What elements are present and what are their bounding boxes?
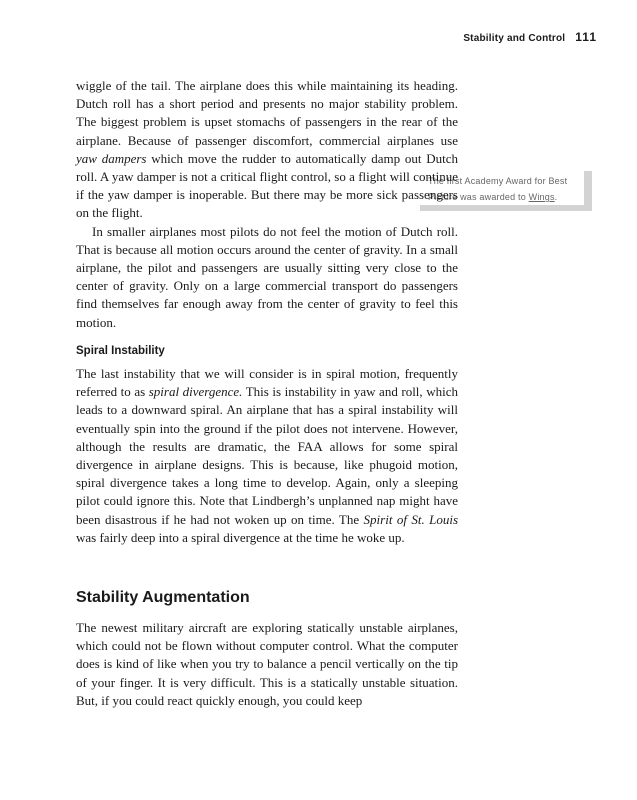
section-heading-spiral-instability: Spiral Instability [76,345,165,357]
body-text-augmentation [76,619,458,710]
running-header [463,30,597,44]
page-number: 111 [575,30,597,44]
sidebar-note-emphasis: Wings [528,192,555,202]
body-text-spiral [76,365,458,547]
paragraph-spiral-instability: The last instability that we will consider is in spiral motion, frequently referred to as spiral divergence. This is instability in yaw and roll, which leads to a downward spiral. An airplane that has a spiral instability will eventually spin into the ground if the pilot does not intervene. However, although the results are dramatic, the FAA allows for some spiral divergence in airplane designs. This is because, like phugoid motion, spiral divergence takes a long time to develop. Again, only a sleeping pilot could ignore this. Note that Lindbergh’s unplanned nap might have been disastrous if he had not woken up on time. The Spirit of St. Louis was fairly deep into a spiral divergence at the time he woke up. [76,366,458,545]
section-heading-stability-augmentation: Stability Augmentation [76,589,250,606]
paragraph-smaller-airplanes: In smaller airplanes most pilots do not feel the motion of Dutch roll. That is because all motion occurs around the center of gravity. In a small airplane, the pilot and passengers are usually sitting very close to the center of gravity. Only on a large commercial transport do passengers find themselves far enough away from the center of gravity to feel this motion. [76,223,458,330]
body-text-top [76,77,458,332]
running-title: Stability and Control [463,33,566,44]
paragraph-dutch-roll: wiggle of the tail. The airplane does this while maintaining its heading. Dutch roll has a short period and presents no major stability problem. The biggest problem is upset stomachs of passengers in the rear of the airplane. Because of passenger discomfort, commercial airplanes use yaw dampers which move the rudder to automatically damp out Dutch roll. A yaw damper is not a critical flight control, so a flight will continue if the yaw damper is inoperable. But there may be more sick passengers on the flight. [76,78,459,221]
sidebar-note-text: The first Academy Award for Best Picture was awarded to Wings. [420,171,584,205]
paragraph-stability-augmentation: The newest military aircraft are exploring statically unstable airplanes, which could not be flown without computer control. What the computer does is kind of like when you try to balance a pencil vertically on the tip of your finger. It is very difficult. This is a statically unstable situation. But, if you could react quickly enough, you could keep [76,620,458,708]
